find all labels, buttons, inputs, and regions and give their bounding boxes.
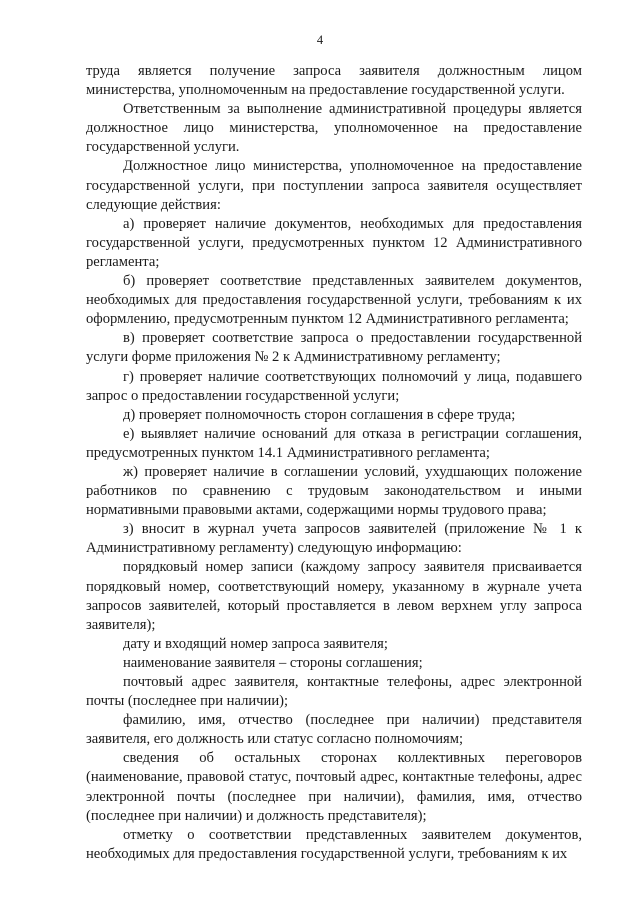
list-item-e: е) выявляет наличие оснований для отказа в регистрации соглашения, предусмотренных пунктом 14.1 Административного регламента; (86, 425, 582, 461)
paragraph-actions-intro: Должностное лицо министерства, уполномоченное на предоставление государственной услуги, при поступлении запроса заявителя осуществляет следующие действия: (86, 158, 582, 213)
journal-field-date: дату и входящий номер запроса заявителя; (123, 635, 388, 652)
journal-field-record-number: порядковый номер записи (каждому запросу заявителя присваивается порядковый номер, соответствующий номеру, указанному в журнале учета запросов заявителей, который проставляется в левом верхнем углу запроса заявителя); (86, 559, 582, 633)
list-item-zh: ж) проверяет наличие в соглашении условий, ухудшающих положение работников по сравнению с трудовым законодательством и иными нормативными правовыми актами, содержащими нормы трудового права; (86, 463, 582, 519)
list-item-g: г) проверяет наличие соответствующих полномочий у лица, подавшего запрос о предоставлении государственной услуги; (86, 368, 582, 404)
document-body (86, 62, 582, 864)
list-item-a: а) проверяет наличие документов, необходимых для предоставления государственной услуги, предусмотренных пунктом 12 Административного регламента; (86, 215, 582, 270)
list-item-b: б) проверяет соответствие представленных заявителем документов, необходимых для предоставления государственной услуги, требованиям к их оформлению, предусмотренным пунктом 12 Административного регламента; (86, 273, 582, 328)
journal-field-representative: фамилию, имя, отчество (последнее при наличии) представителя заявителя, его должность или статус согласно полномочиям; (86, 712, 582, 748)
paragraph-continuation: труда является получение запроса заявителя должностным лицом министерства, уполномоченным на предоставление государственной услуги. (86, 63, 582, 99)
page-number: 4 (316, 33, 324, 47)
paragraph-responsible-person: Ответственным за выполнение административной процедуры является должностное лицо министерства, уполномоченное на предоставление государственной услуги. (86, 101, 582, 156)
list-item-v: в) проверяет соответствие запроса о предоставлении государственной услуги форме приложения № 2 к Административному регламенту; (86, 330, 582, 366)
journal-field-applicant-name: наименование заявителя – стороны соглашения; (123, 654, 423, 671)
journal-field-address: почтовый адрес заявителя, контактные телефоны, адрес электронной почты (последнее при наличии); (86, 674, 582, 710)
list-item-d: д) проверяет полномочность сторон соглашения в сфере труда; (123, 406, 516, 423)
journal-field-compliance-mark: отметку о соответствии представленных заявителем документов, необходимых для предоставления государственной услуги, требованиям к их (86, 826, 582, 862)
journal-field-other-parties: сведения об остальных сторонах коллективных переговоров (наименование, правовой статус, почтовый адрес, контактные телефоны, адрес электронной почты (последнее при наличии), фамилия, имя, отчество (последнее при наличии) и должность представителя); (86, 750, 582, 824)
list-item-z: з) вносит в журнал учета запросов заявителей (приложение № 1 к Административному регламенту) следующую информацию: (86, 521, 582, 557)
